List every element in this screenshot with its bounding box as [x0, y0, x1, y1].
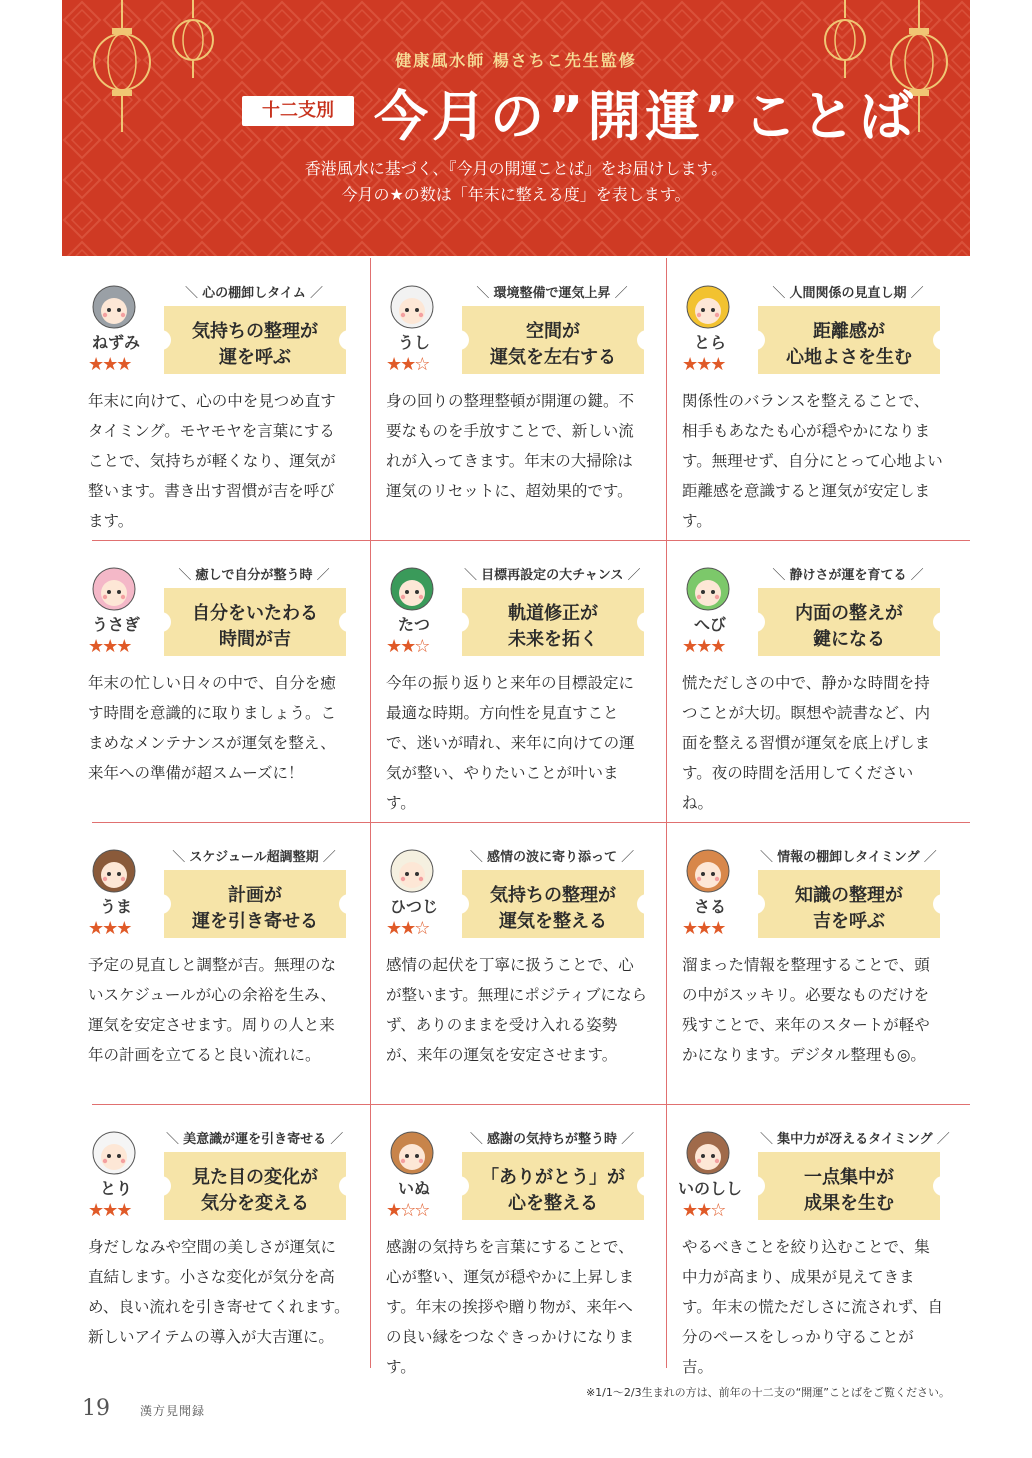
- theme-text: 感情の波に寄り添って: [486, 850, 617, 865]
- keyword-line-1: 計画が: [228, 885, 282, 906]
- zodiac-badge: 十二支別: [242, 96, 354, 126]
- fortune-description: 関係性のバランスを整えることで、相手もあなたも心が穏やかになります。無理せず、自分にとって心地よい距離感を意識すると運気が安定します。: [682, 392, 943, 530]
- keyword-ticket: [164, 588, 346, 656]
- rabbit-icon: [90, 562, 138, 612]
- monkey-icon: [684, 844, 732, 894]
- zodiac-card: [370, 258, 646, 528]
- fortune-description: やるべきことを絞り込むことで、集中力が高まり、成果が見えてきます。年末の慌ただしさに流されず、自分のペースをしっかり守ることが吉。: [682, 1238, 944, 1376]
- keyword-line-1: 見た目の変化が: [192, 1167, 318, 1188]
- dragon-icon: [388, 562, 436, 612]
- keyword-ticket: [462, 588, 644, 656]
- sign-name: うし: [397, 333, 430, 352]
- theme-text: 静けさが運を育てる: [789, 568, 907, 583]
- theme-label: ＼ 美意識が運を引き寄せる ／: [166, 1132, 344, 1147]
- keyword-ticket: [164, 1152, 346, 1220]
- keyword-line-2: 運を引き寄せる: [192, 911, 318, 932]
- zodiac-card: [72, 258, 348, 528]
- theme-text: 情報の棚卸しタイミング: [777, 850, 920, 865]
- dog-icon: [388, 1126, 436, 1176]
- star-rating: ★★★: [88, 636, 131, 657]
- sign-name: とら: [693, 333, 726, 352]
- subtitle-line-2: 今月の★の数は「年末に整える度」を表します。: [341, 185, 691, 204]
- keyword-line-1: 距離感が: [813, 321, 885, 342]
- sign-name: いぬ: [397, 1179, 430, 1198]
- zodiac-card: [666, 258, 942, 528]
- sign-name: とり: [99, 1179, 132, 1198]
- keyword-line-1: 一点集中が: [804, 1167, 894, 1188]
- sign-name: うさぎ: [91, 615, 140, 634]
- fortune-description: 溜まった情報を整理することで、頭の中がスッキリ。必要なものだけを残すことで、来年のスタートが軽やかになります。デジタル整理も◎。: [682, 956, 930, 1064]
- star-rating: ★★★: [88, 1200, 131, 1221]
- theme-label: ＼ 感謝の気持ちが整う時 ／: [469, 1132, 635, 1147]
- sheep-icon: [388, 844, 436, 894]
- keyword-ticket: [758, 1152, 940, 1220]
- theme-text: 目標再設定の大チャンス: [481, 568, 624, 583]
- theme-label: ＼ 情報の棚卸しタイミング ／: [760, 850, 937, 865]
- zodiac-card: [370, 1104, 646, 1374]
- theme-text: 心の棚卸しタイム: [202, 286, 306, 301]
- keyword-ticket: [758, 870, 940, 938]
- horse-icon: [90, 844, 138, 894]
- star-rating: ★★★: [88, 918, 131, 939]
- star-rating: ★★☆: [386, 354, 429, 375]
- sign-name: いのしし: [677, 1179, 742, 1198]
- keyword-line-1: 気持ちの整理が: [192, 321, 318, 342]
- snake-icon: [684, 562, 732, 612]
- theme-label: ＼ 集中力が冴えるタイミング ／: [760, 1132, 950, 1147]
- star-rating: ★★★: [682, 354, 725, 375]
- page-title: 今月の”開運”ことば: [374, 85, 917, 148]
- keyword-line-2: 運を呼ぶ: [219, 347, 291, 368]
- keyword-line-2: 吉を呼ぶ: [813, 911, 885, 932]
- theme-label: ＼ 感情の波に寄り添って ／: [469, 850, 635, 865]
- zodiac-card: [370, 540, 646, 810]
- sign-name: へび: [693, 615, 726, 634]
- keyword-line-1: 知識の整理が: [795, 885, 903, 906]
- keyword-line-1: 空間が: [526, 321, 580, 342]
- zodiac-card: [666, 822, 942, 1092]
- magazine-name: 漢方見聞録: [140, 1404, 206, 1418]
- star-rating: ★★★: [682, 636, 725, 657]
- supervisor-credit: 健康風水師 楊さちこ先生監修: [395, 51, 637, 70]
- fortune-description: 予定の見直しと調整が吉。無理のないスケジュールが心の余裕を生み、運気を安定させます。周りの人と来年の計画を立てると良い流れに。: [88, 956, 337, 1064]
- keyword-line-2: 鍵になる: [813, 629, 885, 650]
- theme-label: ＼ スケジュール超調整期 ／: [172, 850, 336, 865]
- keyword-ticket: [758, 588, 940, 656]
- star-rating: ★★★: [682, 918, 725, 939]
- rooster-icon: [90, 1126, 138, 1176]
- theme-label: ＼ 癒しで自分が整う時 ／: [178, 568, 330, 583]
- sign-name: ねずみ: [91, 333, 140, 352]
- theme-text: 癒しで自分が整う時: [195, 568, 313, 583]
- fortune-description: 身の回りの整理整頓が開運の鍵。不要なものを手放すことで、新しい流れが入ってきます。年末の大掃除は運気のリセットに、超効果的です。: [386, 392, 635, 500]
- theme-text: スケジュール超調整期: [189, 850, 319, 865]
- keyword-line-1: 「ありがとう」が: [481, 1167, 625, 1188]
- keyword-ticket: [462, 306, 644, 374]
- keyword-line-1: 気持ちの整理が: [490, 885, 616, 906]
- zodiac-card: [666, 1104, 950, 1376]
- star-rating: ★★☆: [386, 918, 429, 939]
- theme-text: 感謝の気持ちが整う時: [486, 1132, 617, 1147]
- fortune-description: 年末に向けて、心の中を見つめ直すタイミング。モヤモヤを言葉にすることで、気持ちが軽くなり、運気が整います。書き出す習慣が吉を呼びます。: [88, 392, 336, 530]
- page-number: 19: [82, 1396, 110, 1421]
- theme-label: ＼ 環境整備で運気上昇 ／: [476, 286, 628, 301]
- theme-text: 人間関係の見直し期: [789, 286, 907, 301]
- keyword-ticket: [164, 870, 346, 938]
- keyword-ticket: [462, 870, 644, 938]
- keyword-line-2: 心地よさを生む: [786, 347, 912, 368]
- keyword-line-2: 時間が吉: [219, 629, 291, 650]
- sign-name: たつ: [397, 615, 430, 634]
- keyword-line-1: 内面の整えが: [795, 603, 903, 624]
- zodiac-card: [72, 1104, 348, 1374]
- subtitle-line-1: 香港風水に基づく、『今月の開運ことば』をお届けします。: [304, 159, 728, 178]
- fortune-description: 今年の振り返りと来年の目標設定に最適な時期。方向性を見直すことで、迷いが晴れ、来年に向けての運気が整い、やりたいことが叶います。: [386, 674, 635, 812]
- keyword-line-2: 成果を生む: [804, 1193, 894, 1214]
- theme-text: 環境整備で運気上昇: [493, 286, 611, 301]
- zodiac-card: [666, 540, 942, 810]
- sign-name: ひつじ: [389, 897, 438, 916]
- fortune-description: 慌ただしさの中で、静かな時間を持つことが大切。瞑想や読書など、内面を整える習慣が運気を底上げします。夜の時間を活用してくださいね。: [682, 674, 931, 812]
- theme-label: ＼ 静けさが運を育てる ／: [772, 568, 924, 583]
- star-rating: ★☆☆: [386, 1200, 429, 1221]
- mouse-icon: [90, 280, 138, 330]
- fortune-description: 感謝の気持ちを言葉にすることで、心が整い、運気が穏やかに上昇します。年末の挨拶や贈り物が、来年への良い縁をつなぐきっかけになります。: [386, 1238, 635, 1376]
- zodiac-card: [370, 822, 646, 1092]
- footnote: ※1/1〜2/3生まれの方は、前年の十二支の“開運”ことばをご覧ください。: [585, 1386, 950, 1399]
- keyword-line-1: 軌道修正が: [508, 603, 598, 624]
- star-rating: ★★☆: [386, 636, 429, 657]
- keyword-line-2: 気分を変える: [201, 1193, 309, 1214]
- theme-text: 集中力が冴えるタイミング: [777, 1132, 933, 1147]
- fortune-description: 年末の忙しい日々の中で、自分を癒す時間を意識的に取りましょう。こまめなメンテナンスが運気を整え、来年への準備が超スムーズに！: [88, 674, 337, 782]
- keyword-ticket: [758, 306, 940, 374]
- keyword-line-2: 未来を拓く: [508, 629, 598, 650]
- tiger-icon: [684, 280, 732, 330]
- page-subtitle: [62, 156, 970, 208]
- theme-text: 美意識が運を引き寄せる: [183, 1132, 327, 1147]
- zodiac-card: [72, 822, 348, 1092]
- keyword-line-2: 心を整える: [508, 1193, 598, 1214]
- theme-label: ＼ 目標再設定の大チャンス ／: [464, 568, 641, 583]
- sign-name: うま: [99, 897, 132, 916]
- keyword-ticket: [164, 306, 346, 374]
- star-rating: ★★☆: [682, 1200, 725, 1221]
- star-rating: ★★★: [88, 354, 131, 375]
- zodiac-card: [72, 540, 348, 810]
- keyword-line-1: 自分をいたわる: [192, 603, 318, 624]
- boar-icon: [684, 1126, 732, 1176]
- fortune-description: 身だしなみや空間の美しさが運気に直結します。小さな変化が気分を高め、良い流れを引き寄せてくれます。新しいアイテムの導入が大吉運に。: [88, 1238, 350, 1346]
- theme-label: ＼ 人間関係の見直し期 ／: [772, 286, 924, 301]
- cow-icon: [388, 280, 436, 330]
- header-banner: [62, 0, 970, 256]
- keyword-ticket: [462, 1152, 644, 1220]
- sign-name: さる: [693, 897, 726, 916]
- keyword-line-2: 運気を整える: [499, 911, 607, 932]
- keyword-line-2: 運気を左右する: [490, 347, 616, 368]
- theme-label: ＼ 心の棚卸しタイム ／: [184, 286, 324, 301]
- fortune-description: 感情の起伏を丁寧に扱うことで、心が整います。無理にポジティブにならず、ありのままを受け入れる姿勢が、来年の運気を安定させます。: [386, 956, 648, 1064]
